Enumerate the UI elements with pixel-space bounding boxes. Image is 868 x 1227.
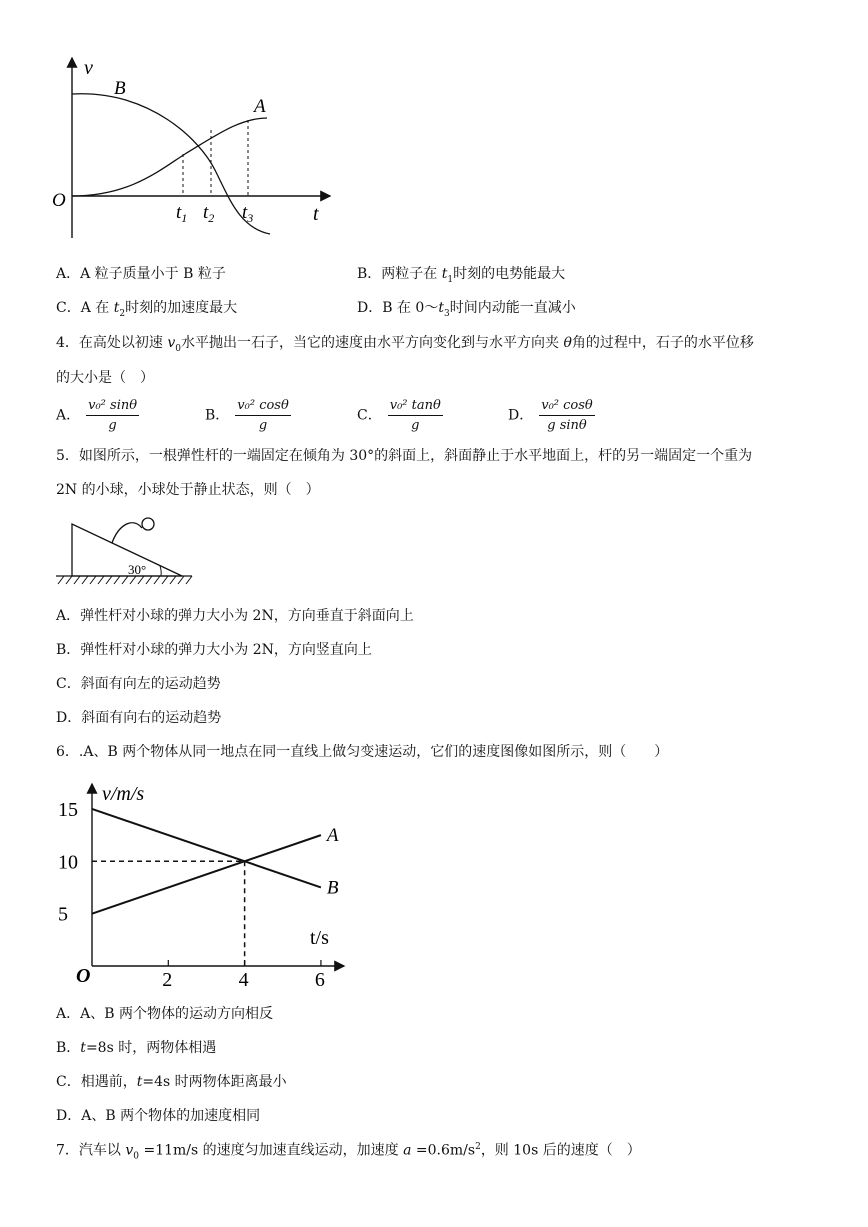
series-line-b [92,809,321,888]
ball [142,518,154,530]
graph1-origin: O [52,190,66,211]
angle-label: 30° [128,562,147,577]
v-axis-label: v/m/s [102,783,145,805]
q4-option-c: C． $\frac{\text{v₀² tanθ}}{g}$ [357,398,441,433]
graph-1-vt-curves [40,50,340,250]
series-label-b: B [326,877,339,899]
q5-option-a: A．弹性杆对小球的弹力大小为 2N，方向垂直于斜面向上 [56,608,414,624]
x-tick-label: 4 [238,969,249,991]
y-tick-label: 5 [58,903,68,926]
graph1-tick-t1: $t_1$ [176,202,188,225]
q4-stem-line2: 的大小是（ ） [56,370,154,386]
q7-stem: 7．汽车以 $v_0 =11m/s$ 的速度匀加速直线运动，加速度 $a =0.6m/s^2$，则 10s 后的速度（ ） [56,1142,641,1162]
graph1-a-label: A [254,96,266,117]
graph1-tick-t3: $t_3$ [242,202,254,225]
x-tick-label: 2 [162,969,173,991]
q3-option-c: C．A 在 $t_2$时刻的加速度最大 [56,300,238,319]
q4-option-b: B． $\frac{\text{v₀² cosθ}}{g}$ [205,398,289,433]
elastic-rod [112,523,142,543]
q5-option-d: D．斜面有向右的运动趋势 [56,710,222,726]
graph1-b-label: B [114,78,126,99]
incline-wedge [72,524,182,576]
q4-option-a: A． $\frac{\text{v₀² sinθ}}{g}$ [56,398,138,433]
graph1-t-label: t [313,203,319,225]
t-axis-label: t/s [310,927,329,949]
y-tick-label: 15 [58,798,78,821]
series-line-a [92,835,321,914]
q6-option-c: C．相遇前，t=4s 时两物体距离最小 [56,1074,287,1090]
q3-option-a: A．A 粒子质量小于 B 粒子 [56,266,226,282]
q6-vt-chart [50,776,350,996]
y-tick-label: 10 [58,851,78,874]
graph1-tick-t2: $t_2$ [203,202,215,225]
origin-label: O [76,965,91,987]
ground-hatching [58,576,192,584]
q5-stem-line1: 5．如图所示，一根弹性杆的一端固定在倾角为 30°的斜面上，斜面静止于水平地面上，杆的另一端固定一个重为 [56,448,753,464]
x-tick-label: 6 [314,969,325,991]
q4-option-d: D． $\frac{\text{v₀² cosθ}}{\text{g sinθ}}$ [508,398,593,433]
series-label-a: A [326,825,339,847]
q5-incline-figure [50,512,200,592]
graph1-v-label: v [84,57,93,79]
q6-stem: 6．.A、B 两个物体从同一地点在同一直线上做匀变速运动，它们的速度图像如图所示，则（ ） [56,744,669,760]
angle-arc [160,566,161,576]
q5-option-c: C．斜面有向左的运动趋势 [56,676,221,692]
q3-option-b: B．两粒子在 $t_1$时刻的电势能最大 [357,266,566,285]
q6-option-d: D．A、B 两个物体的加速度相同 [56,1108,261,1124]
q5-option-b: B．弹性杆对小球的弹力大小为 2N，方向竖直向上 [56,642,372,658]
q3-option-d: D．B 在 $0\sim t_3$时间内动能一直减小 [357,300,576,319]
graph1-curve-a [72,118,267,196]
q4-stem-line1: 4．在高处以初速 $v_0$水平抛出一石子，当它的速度由水平方向变化到与水平方向夹 θ角的过程中，石子的水平位移 [56,335,754,354]
q6-option-b: B．t=8s 时，两物体相遇 [56,1040,217,1056]
q5-stem-line2: 2N 的小球，小球处于静止状态，则（ ） [56,482,320,498]
q6-option-a: A．A、B 两个物体的运动方向相反 [56,1006,273,1022]
